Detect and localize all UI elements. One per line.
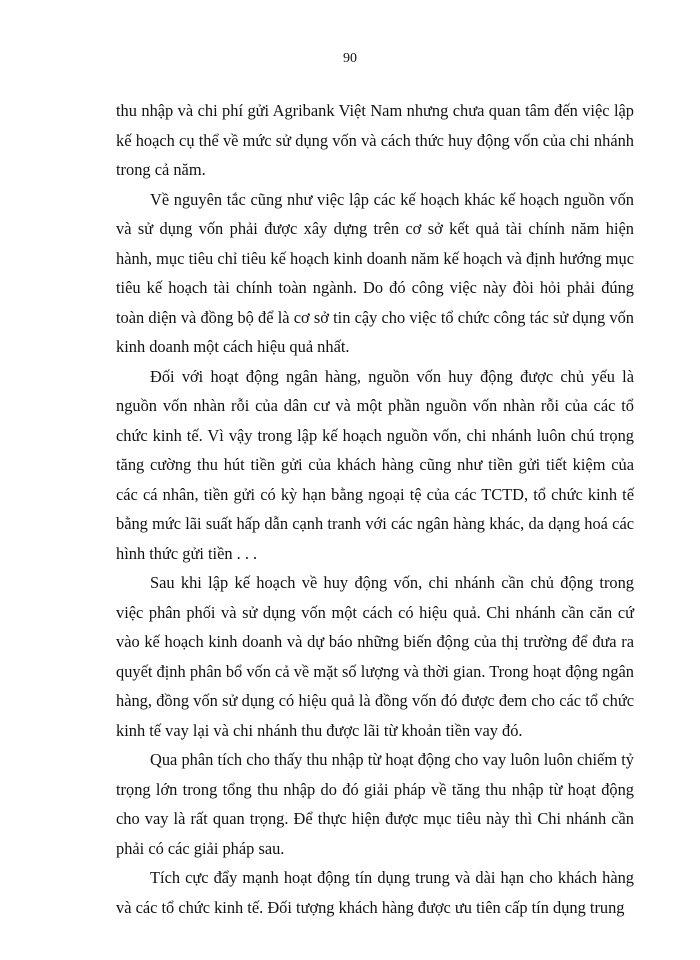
paragraph-5: Qua phân tích cho thấy thu nhập từ hoạt động cho vay luôn luôn chiếm tỷ trọng lớn trong tổng thu nhập do đó giải pháp về tăng thu nhập từ hoạt động cho vay là rất quan trọng. Để thực hiện được mục tiêu này thì Chi nhánh cần phải có các giải pháp sau. xyxy=(116,750,634,858)
paragraph-3: Đối với hoạt động ngân hàng, nguồn vốn huy động được chủ yếu là nguồn vốn nhàn rỗi của dân cư và một phần nguồn vốn nhàn rỗi của các tổ chức kinh tế. Vì vậy trong lập kế hoạch nguồn vốn, chi nhánh luôn chú trọng tăng cường thu hút tiền gửi của khách hàng cũng như tiền gửi tiết kiệm của các cá nhân, tiền gửi có kỳ hạn bằng ngoại tệ của các TCTD, tổ chức kinh tế bằng mức lãi suất hấp dẫn cạnh tranh với các ngân hàng khác, da dạng hoá các hình thức gửi tiền . . . xyxy=(116,366,634,563)
paragraph-6: Tích cực đẩy mạnh hoạt động tín dụng trung và dài hạn cho khách hàng và các tổ chức kinh tế. Đối tượng khách hàng được ưu tiên cấp tín dụng trung xyxy=(116,868,634,917)
paragraph-1: thu nhập và chi phí gửi Agribank Việt Nam nhưng chưa quan tâm đến việc lập kế hoạch cụ thể về mức sử dụng vốn và cách thức huy động vốn của chi nhánh trong cả năm. xyxy=(116,101,634,179)
page-number: 90 xyxy=(343,51,357,66)
paragraph-2: Về nguyên tắc cũng như việc lập các kế hoạch khác kế hoạch nguồn vốn và sử dụng vốn phải được xây dựng trên cơ sở kết quả tài chính năm hiện hành, mục tiêu chỉ tiêu kế hoạch kinh doanh năm kế hoạch và định hướng mục tiêu kế hoạch tài chính toàn ngành. Do đó công việc này đòi hỏi phải đúng toàn diện và đồng bộ để là cơ sở tin cậy cho việc tổ chức công tác sử dụng vốn kinh doanh một cách hiệu quả nhất. xyxy=(116,189,634,356)
body-text xyxy=(116,96,634,922)
paragraph-4: Sau khi lập kế hoạch về huy động vốn, chi nhánh cần chủ động trong việc phân phối và sử dụng vốn một cách có hiệu quả. Chi nhánh cần căn cứ vào kế hoạch kinh doanh và dự báo những biến động của thị trường để đưa ra quyết định phân bổ vốn cả về mặt số lượng và thời gian. Trong hoạt động ngân hàng, đồng vốn sử dụng có hiệu quả là đồng vốn đó được đem cho các tổ chức kinh tế vay lại và chi nhánh thu được lãi từ khoản tiền vay đó. xyxy=(116,573,634,740)
